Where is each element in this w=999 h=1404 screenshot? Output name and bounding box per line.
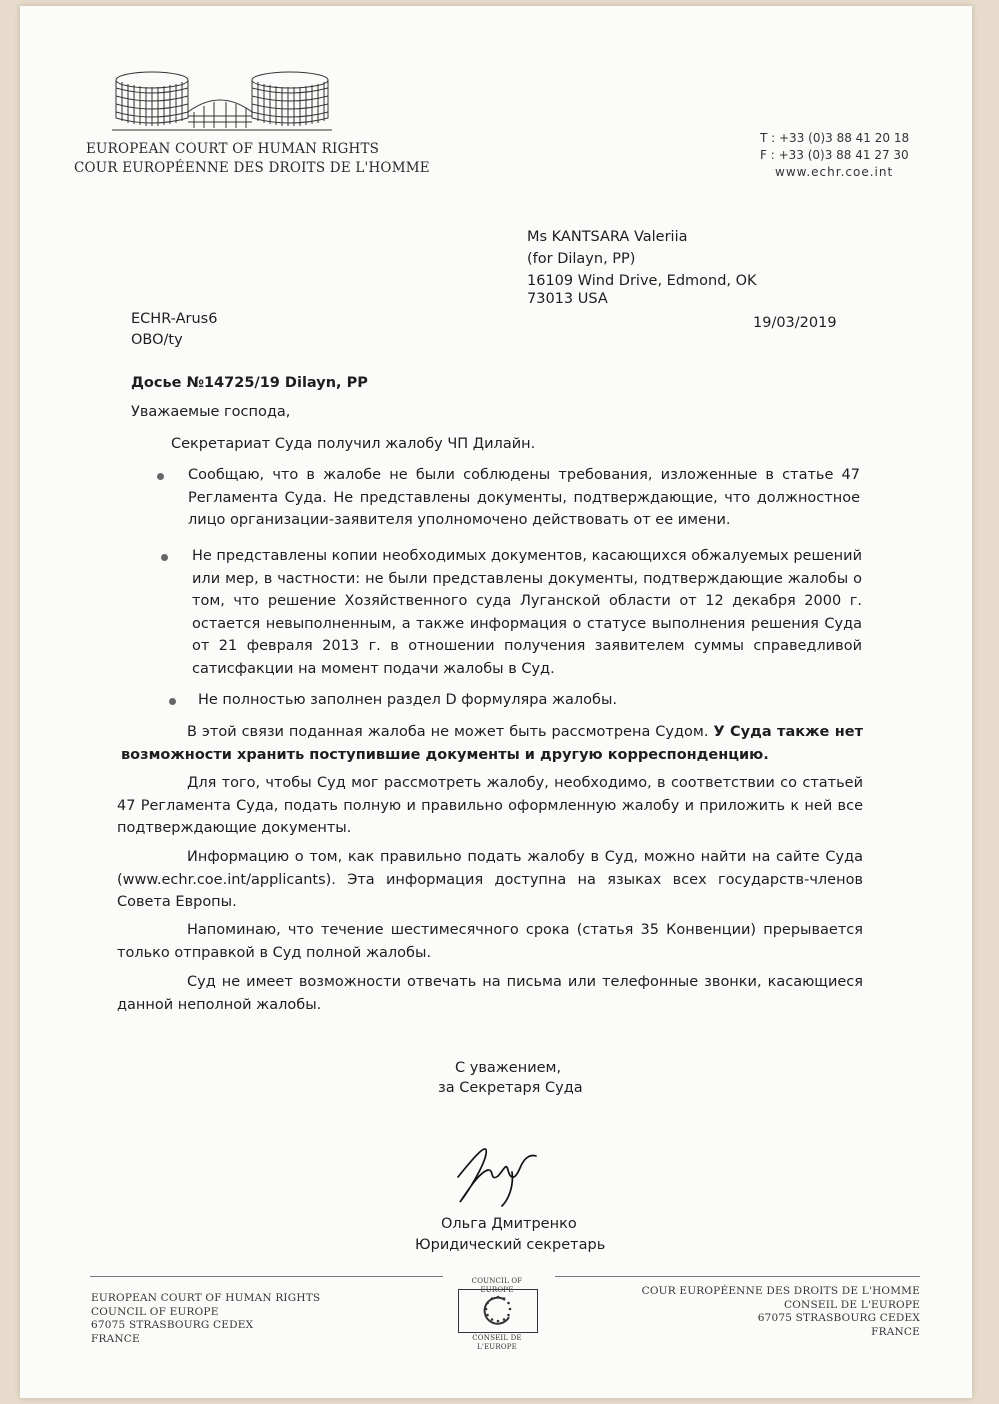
footer-left-rule: [90, 1276, 443, 1277]
recipient-address: 16109 Wind Drive, Edmond, OK: [527, 273, 757, 289]
signatory-title: Юридический секретарь: [415, 1237, 606, 1253]
bullet-item: Не полностью заполнен раздел D формуляра жалобы.: [198, 692, 618, 708]
intro-paragraph: Секретариат Суда получил жалобу ЧП Дилайн.: [171, 436, 536, 452]
footer-right-address: [600, 1285, 920, 1339]
fax-number: F : +33 (0)3 88 41 27 30: [760, 148, 909, 162]
requirements-paragraph: Для того, чтобы Суд мог рассмотреть жалобу, необходимо, в соответствии со статьей 47 Регламента Суда, подать полную и правильно оформленную жалобу и приложить к ней все подтверждающие документы.: [117, 775, 863, 836]
bullet-item: Не представлены копии необходимых документов, касающихся обжалуемых решений или мер, в частности: не были представлены документы, подтверждающие жалобы о том, что решение Хозяйственного суда Луганской области от 12 декабря 2000 г. остается невыполненным, а также информация о статусе выполнения решения Суда от 21 февраля 2013 г. в отношении получения заявителем суммы справедливой сатисфакции на момент подачи жалобы в Суд.: [192, 548, 862, 677]
case-subject: Досье №14725/19 Dilayn, PP: [131, 375, 368, 391]
deadline-paragraph: Напоминаю, что течение шестимесячного срока (статья 35 Конвенции) прерывается только отправкой в Суд полной жалобы.: [117, 922, 863, 961]
footer-left-line: EUROPEAN COURT OF HUMAN RIGHTS: [91, 1292, 321, 1304]
footer-left-address: [91, 1292, 320, 1346]
council-of-europe-logo: [458, 1289, 538, 1333]
reference-initials: OBO/ty: [131, 332, 183, 348]
greeting: Уважаемые господа,: [131, 404, 291, 420]
bullet-item: Сообщаю, что в жалобе не были соблюдены требования, изложенные в статье 47 Регламента Суда. Не представлены документы, подтверждающие, что должностное лицо организации-заявителя уполномочено действовать от ее имени.: [188, 467, 860, 528]
letter-date: 19/03/2019: [753, 315, 837, 331]
footer-left-line: COUNCIL OF EUROPE: [91, 1305, 219, 1318]
reference-code: ECHR-Arus6: [131, 311, 218, 327]
rejection-bold-text: У Суда также нет возможности хранить поступившие документы и другую корреспонденцию.: [121, 724, 864, 763]
court-name-en: EUROPEAN COURT OF HUMAN RIGHTS: [86, 141, 380, 157]
footer-left-line: FRANCE: [91, 1332, 140, 1345]
bullet-dot: [157, 473, 164, 480]
bullet-dot: [161, 554, 168, 561]
court-building-logo: [112, 66, 332, 138]
footer-right-line: FRANCE: [871, 1325, 920, 1338]
footer-left-line: 67075 STRASBOURG CEDEX: [91, 1319, 254, 1331]
court-name-fr: COUR EUROPÉENNE DES DROITS DE L'HOMME: [74, 160, 430, 176]
closing-line2: за Секретаря Суда: [438, 1080, 583, 1096]
recipient-postcode: 73013 USA: [527, 291, 608, 307]
bullet-dot: [169, 698, 176, 705]
closing-line1: С уважением,: [455, 1060, 562, 1076]
footer-right-line: COUR EUROPÉENNE DES DROITS DE L'HOMME: [641, 1285, 920, 1297]
footer-right-line: 67075 STRASBOURG CEDEX: [757, 1312, 920, 1324]
recipient-line2: (for Dilayn, PP): [527, 251, 636, 267]
handwritten-signature: [448, 1132, 558, 1212]
recipient-name: Ms KANTSARA Valeriia: [527, 229, 688, 245]
rejection-paragraph: [121, 721, 863, 766]
no-reply-paragraph: Суд не имеет возможности отвечать на письма или телефонные звонки, касающиеся данной неполной жалобы.: [117, 974, 863, 1013]
website-link[interactable]: www.echr.coe.int: [775, 165, 894, 179]
info-paragraph: Информацию о том, как правильно подать жалобу в Суд, можно найти на сайте Суда (www.echr.coe.int/applicants). Эта информация доступна на языках всех государств-членов Совета Европы.: [117, 849, 863, 910]
signatory-name: Ольга Дмитренко: [441, 1216, 577, 1232]
footer-right-line: CONSEIL DE L'EUROPE: [784, 1298, 920, 1311]
stars-circle-icon: [459, 1290, 537, 1332]
footer-right-rule: [555, 1276, 920, 1277]
phone-number: T : +33 (0)3 88 41 20 18: [760, 131, 910, 145]
rejection-text: В этой связи поданная жалоба не может быть рассмотрена Судом.: [187, 724, 709, 740]
coe-top-label: COUNCIL OF EUROPE: [471, 1277, 523, 1294]
coe-bottom-label: CONSEIL DE L'EUROPE: [472, 1334, 522, 1351]
